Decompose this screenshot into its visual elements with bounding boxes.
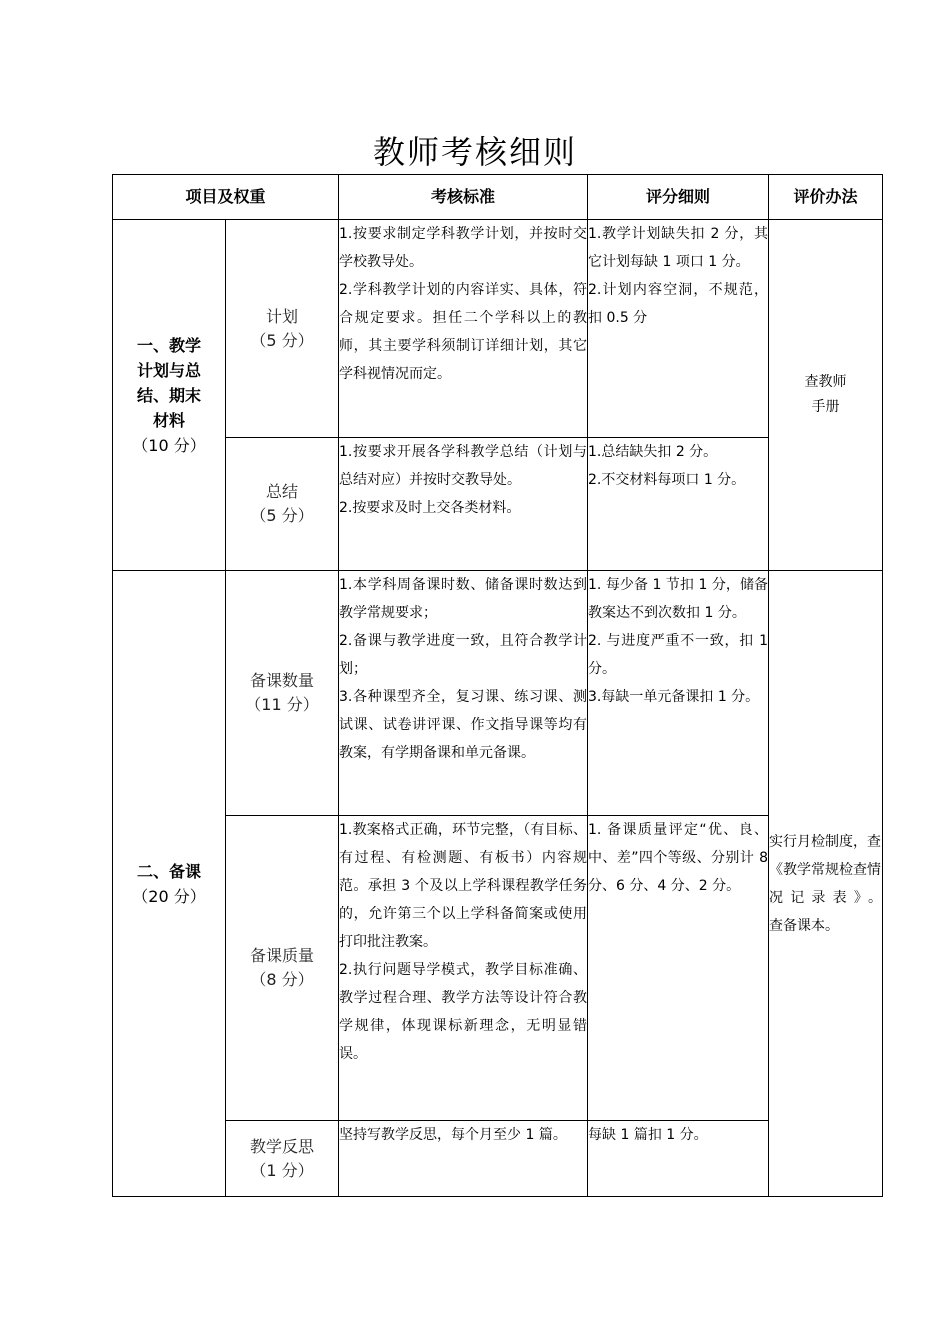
method-cell xyxy=(769,571,883,1197)
standard-text: 1.教案格式正确，环节完整，（有目标、有过程、有检测题、有板书）内容规范。承担 3 个及以上学科课程教学任务的，允许第三个以上学科备简案或使用打印批注教案。 xyxy=(339,822,588,950)
table-row xyxy=(113,220,883,438)
header-method: 评价办法 xyxy=(769,175,883,220)
header-standard: 考核标准 xyxy=(339,175,588,220)
category-label: 结、期末 xyxy=(136,385,201,405)
scoring-cell xyxy=(588,1121,769,1197)
category-cell xyxy=(113,220,226,571)
scoring-text: 1.教学计划缺失扣 2 分，其它计划每缺 1 项口 1 分。 xyxy=(588,226,769,270)
standard-text: 3.各种课型齐全，复习课、练习课、测试课、试卷讲评课、作文指导课等均有教案，有学期备课和单元备课。 xyxy=(339,689,588,761)
rubric-table xyxy=(112,174,883,1197)
standard-cell xyxy=(339,1121,588,1197)
subitem-cell xyxy=(226,816,339,1121)
header-row xyxy=(113,175,883,220)
scoring-text: 2. 与进度严重不一致，扣 1 分。 xyxy=(588,633,769,677)
subitem-name: 总结 xyxy=(266,482,299,501)
standard-cell xyxy=(339,816,588,1121)
scoring-text: 2.不交材料每项口 1 分。 xyxy=(588,472,746,488)
header-item-weight: 项目及权重 xyxy=(113,175,339,220)
method-cell xyxy=(769,220,883,571)
subitem-cell xyxy=(226,220,339,438)
standard-text: 2.学科教学计划的内容详实、具体，符合规定要求。担任二个学科以上的教师，其主要学科须制订详细计划，其它学科视情况而定。 xyxy=(339,282,588,382)
scoring-cell xyxy=(588,816,769,1121)
scoring-text: 1. 每少备 1 节扣 1 分，储备教案达不到次数扣 1 分。 xyxy=(588,577,769,621)
scoring-text: 1.总结缺失扣 2 分。 xyxy=(588,444,718,460)
category-label: 二、备课 xyxy=(136,861,201,881)
method-text: 手册 xyxy=(811,399,840,415)
header-scoring: 评分细则 xyxy=(588,175,769,220)
standard-cell xyxy=(339,438,588,571)
standard-text: 1.本学科周备课时数、储备课时数达到教学常规要求； xyxy=(339,577,588,621)
subitem-name: 教学反思 xyxy=(250,1136,315,1156)
category-weight: （20 分） xyxy=(132,886,206,906)
standard-text: 2.备课与教学进度一致，且符合教学计划； xyxy=(339,633,588,677)
standard-text: 坚持写教学反思，每个月至少 1 篇。 xyxy=(339,1127,567,1143)
method-text: 查教师 xyxy=(804,374,847,390)
scoring-text: 2.计划内容空洞，不规范，扣 0.5 分 xyxy=(588,282,769,326)
subitem-weight: （11 分） xyxy=(245,695,319,714)
category-label: 一、教学 xyxy=(136,335,201,355)
table-row xyxy=(113,438,883,571)
subitem-cell xyxy=(226,1121,339,1197)
table-row xyxy=(113,816,883,1121)
standard-text: 1.按要求开展各学科教学总结（计划与总结对应）并按时交教导处。 xyxy=(339,444,588,488)
category-cell xyxy=(113,571,226,1197)
category-label: 计划与总 xyxy=(136,360,201,380)
subitem-weight: （5 分） xyxy=(250,330,314,350)
scoring-text: 每缺 1 篇扣 1 分。 xyxy=(588,1127,708,1143)
subitem-weight: （5 分） xyxy=(250,506,314,525)
standard-text: 1.按要求制定学科教学计划，并按时交学校教导处。 xyxy=(339,226,588,270)
scoring-text: 3.每缺一单元备课扣 1 分。 xyxy=(588,689,760,705)
subitem-cell xyxy=(226,571,339,816)
subitem-name: 计划 xyxy=(266,306,299,326)
standard-text: 2.按要求及时上交各类材料。 xyxy=(339,500,521,516)
standard-cell xyxy=(339,571,588,816)
category-label: 材料 xyxy=(152,410,185,430)
document-title: 教师考核细则 xyxy=(372,133,577,171)
scoring-cell xyxy=(588,438,769,571)
scoring-cell xyxy=(588,220,769,438)
subitem-name: 备课质量 xyxy=(250,946,315,965)
subitem-name: 备课数量 xyxy=(250,671,315,690)
subitem-weight: （8 分） xyxy=(250,970,314,989)
method-text: 查备课本。 xyxy=(769,917,840,934)
subitem-cell xyxy=(226,438,339,571)
method-text: 实行月检制度，查《教学常规检查情况记录表》。 xyxy=(769,833,883,906)
subitem-weight: （1 分） xyxy=(250,1160,314,1180)
standard-text: 2.执行问题导学模式，教学目标准确、教学过程合理、教学方法等设计符合教学规律，体现课标新理念，无明显错误。 xyxy=(339,962,588,1062)
scoring-cell xyxy=(588,571,769,816)
standard-cell xyxy=(339,220,588,438)
table-row xyxy=(113,571,883,816)
table-row xyxy=(113,1121,883,1197)
scoring-text: 1. 备课质量评定“优、良、中、差”四个等级、分别计 8 分、6 分、4 分、2 分。 xyxy=(588,822,769,894)
category-weight: （10 分） xyxy=(132,435,206,455)
